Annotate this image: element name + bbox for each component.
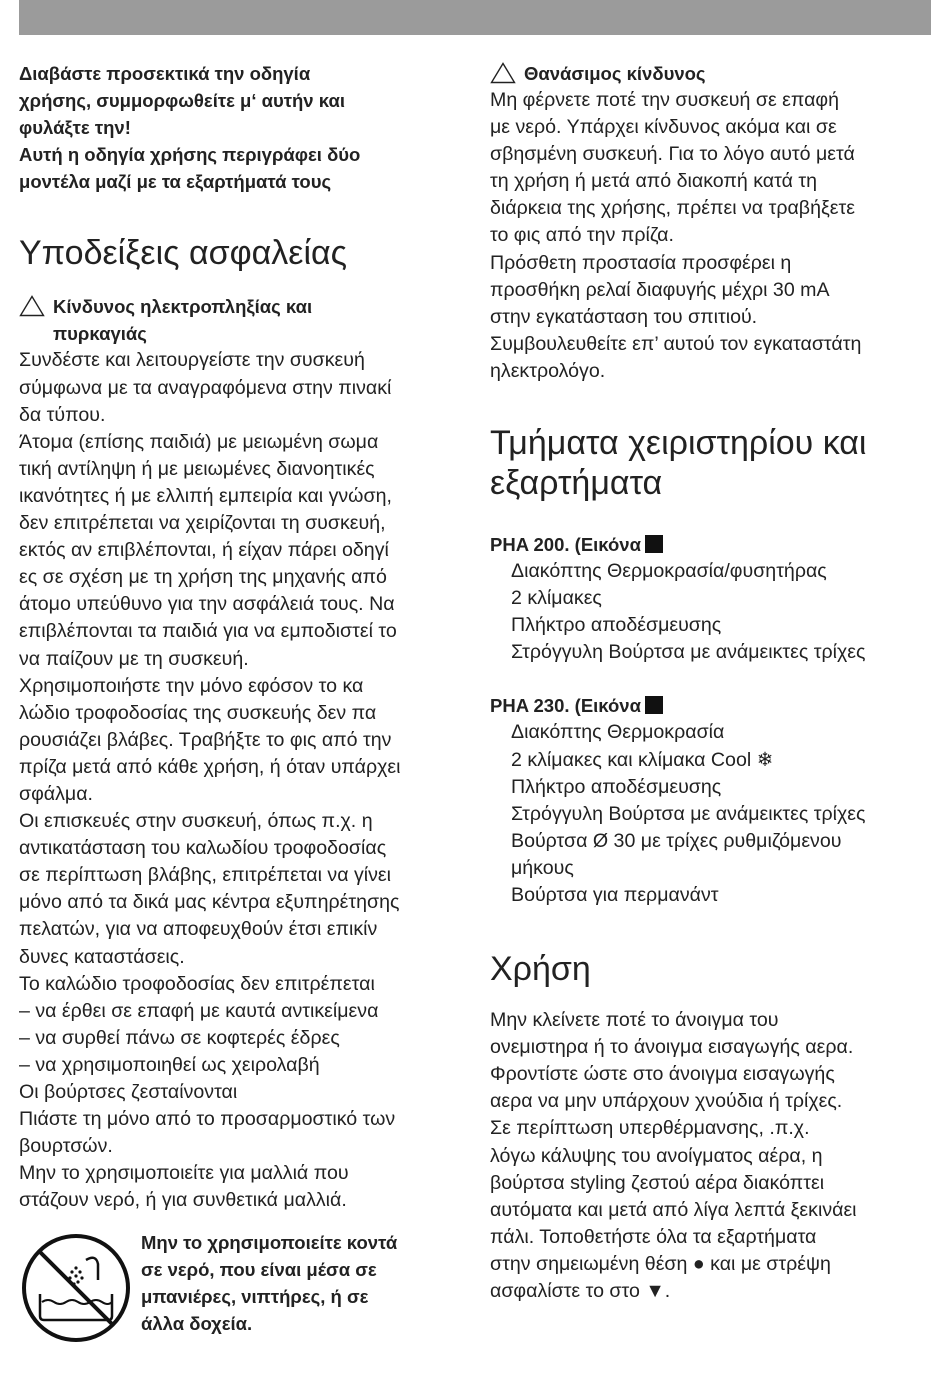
warning-triangle-icon bbox=[490, 62, 516, 84]
list-item: 2 κλίμακες bbox=[511, 587, 602, 610]
body-line: Φροντίστε ώστε στο άνοιγμα εισαγωγής bbox=[490, 1063, 835, 1086]
body-line: λώδιο τροφοδοσίας της συσκευής δεν πα bbox=[19, 701, 377, 724]
body-line: βούρτσα styling ζεστού αέρα διακόπτει bbox=[490, 1171, 825, 1194]
use-body bbox=[490, 1007, 930, 1305]
body-line: Οι επισκευές στην συσκευή, όπως π.χ. η bbox=[19, 810, 373, 833]
body-line: Άτομα (επίσης παιδιά) με μειωμένη σωμα bbox=[19, 430, 379, 453]
no-water-line: σε νερό, που είναι μέσα σε bbox=[141, 1259, 377, 1281]
body-line: Το καλώδιο τροφοδοσίας δεν επιτρέπεται bbox=[19, 972, 375, 995]
body-line: διάρκεια της χρήσης, πρέπει να τραβήξετε bbox=[490, 197, 855, 220]
figure-marker-icon bbox=[645, 696, 663, 714]
parts-heading-line: εξαρτήματα bbox=[490, 464, 663, 503]
no-water-line: Μην το χρησιμοποιείτε κοντά bbox=[141, 1232, 398, 1253]
warning-title-line: πυρκαγιάς bbox=[53, 323, 147, 345]
body-line: Πιάστε τη μόνο από το προσαρμοστικό των bbox=[19, 1108, 396, 1131]
body-line: Μη φέρνετε ποτέ την συσκευή σε επαφή bbox=[490, 89, 840, 111]
body-line: τη χρήση ή μετά από διακοπή κατά τη bbox=[490, 170, 818, 193]
body-line: λόγω κάλυψης του ανοίγματος αέρα, η bbox=[490, 1144, 823, 1167]
body-line: αυτόματα και μετά από λίγα λεπτά ξεκινάει bbox=[490, 1198, 857, 1221]
body-line: δυνες καταστάσεις. bbox=[19, 945, 185, 968]
intro-line: χρήσης, συμμορφωθείτε μ‘ αυτήν και bbox=[19, 90, 345, 112]
body-line: στην εγκατάσταση του σπιτιού. bbox=[490, 305, 758, 328]
body-line: ασφαλίστε το στο ▼. bbox=[490, 1280, 671, 1302]
body-line: σβησμένη συσκευή. Για το λόγο αυτό μετά bbox=[490, 143, 855, 166]
danger-warning-title bbox=[490, 60, 930, 87]
list-item: 2 κλίμακες και κλίμακα Cool ❄ bbox=[511, 748, 774, 771]
no-water-icon bbox=[20, 1232, 132, 1344]
body-line: πελατών, για να αποφευχθούν έτσι επικίν bbox=[19, 918, 378, 941]
header-bar bbox=[19, 0, 931, 35]
body-line: σύμφωνα με τα αναγραφόμενα στην πινακί bbox=[19, 376, 392, 399]
left-column bbox=[19, 60, 464, 1214]
body-line: να παίζουν με τη συσκευή. bbox=[19, 647, 249, 670]
body-line: το φις από την πρίζα. bbox=[490, 224, 674, 247]
body-line: Μην κλείνετε ποτέ το άνοιγμα του bbox=[490, 1009, 779, 1032]
warning-title-line: Θανάσιμος κίνδυνος bbox=[524, 63, 706, 84]
body-line: πάλι. Τοποθετήστε όλα τα εξαρτήματα bbox=[490, 1225, 817, 1248]
figure-marker-icon bbox=[645, 535, 663, 553]
parts-heading-line: Τμήματα χειριστηρίου και bbox=[490, 424, 867, 463]
body-line: εκτός αν επιβλέπονται, ή είχαν πάρει οδηγί bbox=[19, 539, 389, 562]
safety-heading: Υποδείξεις ασφαλείας bbox=[19, 234, 348, 273]
body-line: Σε περίπτωση υπερθέρμανσης, .π.χ. bbox=[490, 1117, 810, 1140]
body-line: βουρτσών. bbox=[19, 1135, 113, 1158]
body-line: – να έρθει σε επαφή με καυτά αντικείμενα bbox=[19, 999, 379, 1022]
no-water-line: άλλα δοχεία. bbox=[141, 1313, 253, 1335]
body-line: άτομο υπεύθυνο για την ασφάλειά τους. Να bbox=[19, 593, 395, 616]
model1-title bbox=[490, 531, 930, 558]
model1-title-text: PHA 200. (Εικόνα bbox=[490, 534, 641, 556]
body-line: μόνο από τα δικά μας κέντρα εξυπηρέτησης bbox=[19, 891, 400, 914]
shock-warning-title bbox=[19, 293, 464, 347]
warning-triangle-icon bbox=[19, 295, 45, 317]
intro-line: Διαβάστε προσεκτικά την οδηγία bbox=[19, 63, 311, 84]
body-line: ες σε σχέση με τη χρήση της μηχανής από bbox=[19, 566, 387, 589]
model2-list bbox=[490, 719, 930, 909]
list-item: Στρόγγυλη Βούρτσα με ανάμεικτες τρίχες bbox=[511, 641, 866, 664]
body-line: προσθήκη ρελαί διαφυγής μέχρι 30 mA bbox=[490, 278, 830, 301]
body-line: Χρησιμοποιήστε την μόνο εφόσον το κα bbox=[19, 674, 364, 697]
body-line: Συμβουλευθείτε επ’ αυτού τον εγκαταστάτη bbox=[490, 332, 862, 355]
list-item: Διακόπτης Θερμοκρασία bbox=[511, 721, 725, 744]
intro-text bbox=[19, 60, 464, 195]
list-item: μήκους bbox=[511, 856, 574, 879]
model1-list bbox=[490, 558, 930, 666]
body-line: ρουσιάζει βλάβες. Τραβήξτε το φις από την bbox=[19, 728, 392, 751]
body-line: – να χρησιμοποιηθεί ως χειρολαβή bbox=[19, 1053, 320, 1076]
parts-heading bbox=[490, 423, 930, 503]
list-item: Στρόγγυλη Βούρτσα με ανάμεικτες τρίχες bbox=[511, 802, 866, 825]
body-line: Συνδέστε και λειτουργείστε την συσκευή bbox=[19, 349, 365, 372]
list-item: Πλήκτρο αποδέσμευσης bbox=[511, 614, 722, 637]
intro-line: φυλάξτε την! bbox=[19, 117, 131, 139]
list-item: Διακόπτης Θερμοκρασία/φυσητήρας bbox=[511, 560, 827, 583]
no-water-line: μπανιέρες, νιπτήρες, ή σε bbox=[141, 1286, 369, 1308]
body-line: – να συρθεί πάνω σε κοφτερές έδρες bbox=[19, 1026, 340, 1049]
body-line: σε περίπτωση βλάβης, επιτρέπεται να γίνει bbox=[19, 864, 392, 887]
list-item: Πλήκτρο αποδέσμευσης bbox=[511, 775, 722, 798]
body-line: σφάλμα. bbox=[19, 782, 93, 805]
list-item: Βούρτσα Ø 30 με τρίχες ρυθμιζόμενου bbox=[511, 829, 842, 852]
warning-title-line: Κίνδυνος ηλεκτροπληξίας και bbox=[53, 296, 313, 318]
use-heading: Χρήση bbox=[490, 950, 591, 989]
body-line: αντικατάσταση του καλωδίου τροφοδοσίας bbox=[19, 837, 387, 860]
model2-title-text: PHA 230. (Εικόνα bbox=[490, 695, 641, 717]
body-line: δεν επιτρέπεται να χειρίζονται τη συσκευή, bbox=[19, 512, 386, 535]
danger-body bbox=[490, 87, 930, 385]
body-line: στάζουν νερό, ή για συνθετικά μαλλιά. bbox=[19, 1189, 347, 1212]
body-line: ηλεκτρολόγο. bbox=[490, 359, 606, 382]
intro-line: Αυτή η οδηγία χρήσης περιγράφει δύο bbox=[19, 144, 361, 166]
model2-title bbox=[490, 692, 930, 719]
body-line: επιβλέπονται τα παιδιά για να εμποδιστεί το bbox=[19, 620, 397, 643]
body-line: Μην το χρησιμοποιείτε για μαλλιά που bbox=[19, 1162, 349, 1185]
body-line: Πρόσθετη προστασία προσφέρει η bbox=[490, 251, 792, 274]
body-line: ικανότητες ή με ελλιπή εμπειρία και γνώση, bbox=[19, 484, 392, 507]
intro-line: μοντέλα μαζί με τα εξαρτήματά τους bbox=[19, 171, 332, 193]
safety-body bbox=[19, 347, 464, 1214]
body-line: δα τύπου. bbox=[19, 403, 106, 426]
no-water-warning bbox=[141, 1229, 461, 1337]
body-line: ονεμιστηρα ή το άνοιγμα εισαγωγής αερα. bbox=[490, 1036, 854, 1059]
body-line: τική αντίληψη ή με μειωμένες διανοητικές bbox=[19, 457, 375, 480]
body-line: πρίζα μετά από κάθε χρήση, ή όταν υπάρχει bbox=[19, 755, 401, 778]
list-item: Βούρτσα για περμανάντ bbox=[511, 883, 719, 906]
body-line: στην σημειωμένη θέση ● και με στρέψη bbox=[490, 1252, 831, 1275]
body-line: Οι βούρτσες ζεσταίνονται bbox=[19, 1081, 238, 1103]
body-line: με νερό. Υπάρχει κίνδυνος ακόμα και σε bbox=[490, 116, 837, 139]
body-line: αερα να μην υπάρχουν χνούδια ή τρίχες. bbox=[490, 1090, 843, 1113]
right-column bbox=[490, 60, 930, 1305]
